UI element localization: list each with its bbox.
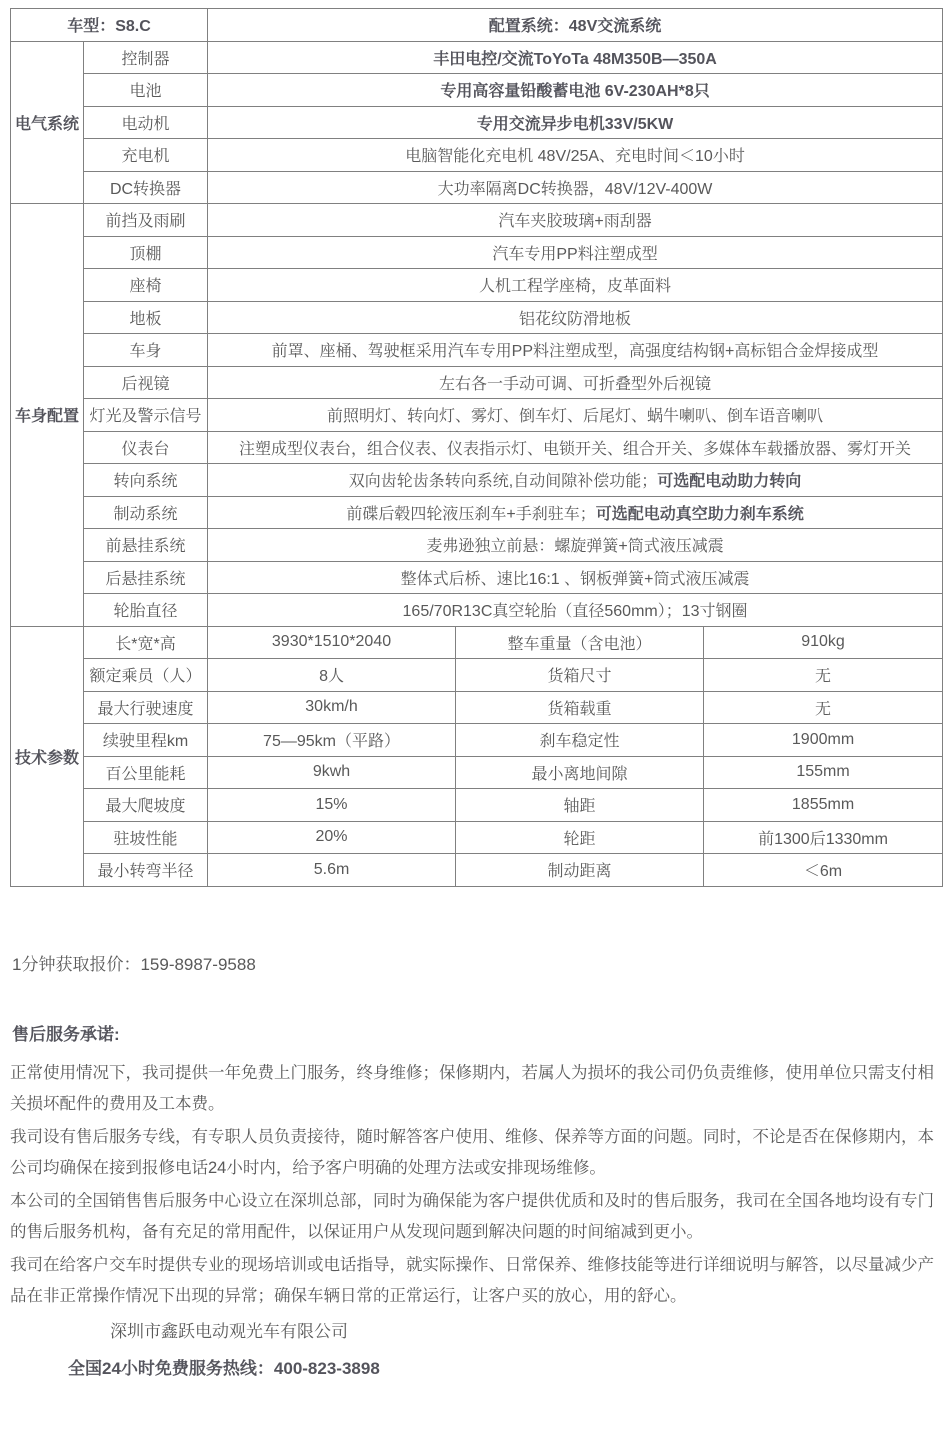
spec-row <box>11 789 943 822</box>
param-label-cell: 额定乘员（人） <box>84 659 208 692</box>
param-label-cell: 灯光及警示信号 <box>84 399 208 432</box>
value-bold-text: 可选配电动真空助力刹车系统 <box>595 505 804 523</box>
param-label-cell: 前悬挂系统 <box>84 529 208 562</box>
spec-row <box>11 106 943 139</box>
param-label-cell: 最大爬坡度 <box>84 789 208 822</box>
param-value-cell: 丰田电控/交流ToYoTa 48M350B—350A <box>208 41 943 74</box>
spec-row <box>11 724 943 757</box>
spec-row <box>11 74 943 107</box>
param-label-cell: 轮距 <box>456 821 704 854</box>
vehicle-spec-table <box>10 8 943 887</box>
spec-row <box>11 204 943 237</box>
param-label-cell: 整车重量（含电池） <box>456 626 704 659</box>
param-label-cell: 前挡及雨刷 <box>84 204 208 237</box>
spec-row <box>11 301 943 334</box>
param-value-cell: 麦弗逊独立前悬：螺旋弹簧+筒式液压减震 <box>208 529 943 562</box>
param-label-cell: 转向系统 <box>84 464 208 497</box>
param-label-cell: 货箱尺寸 <box>456 659 704 692</box>
param-value-cell: 75—95km（平路） <box>208 724 456 757</box>
spec-row <box>11 41 943 74</box>
param-value-cell: 前罩、座桶、驾驶框采用汽车专用PP料注塑成型，高强度结构钢+高标铝合金焊接成型 <box>208 334 943 367</box>
section-label-cell: 车身配置 <box>11 204 84 627</box>
param-label-cell: 最小转弯半径 <box>84 854 208 887</box>
spec-row <box>11 821 943 854</box>
param-value-cell: 左右各一手动可调、可折叠型外后视镜 <box>208 366 943 399</box>
param-label-cell: 后视镜 <box>84 366 208 399</box>
param-label-cell: 轮胎直径 <box>84 594 208 627</box>
param-value-cell: 5.6m <box>208 854 456 887</box>
param-label-cell: 座椅 <box>84 269 208 302</box>
quote-phone-line: 1分钟获取报价：159-8987-9588 <box>12 954 256 974</box>
param-label-cell: 刹车稳定性 <box>456 724 704 757</box>
param-value-cell: 3930*1510*2040 <box>208 626 456 659</box>
param-value-cell: 汽车专用PP料注塑成型 <box>208 236 943 269</box>
param-label-cell: 地板 <box>84 301 208 334</box>
param-value-cell: 大功率隔离DC转换器，48V/12V-400W <box>208 171 943 204</box>
spec-row <box>11 431 943 464</box>
after-sales-paragraphs <box>10 1058 942 1313</box>
param-value-cell: 1900mm <box>704 724 943 757</box>
spec-row <box>11 594 943 627</box>
spec-row <box>11 691 943 724</box>
service-paragraph: 正常使用情况下，我司提供一年免费上门服务，终身维修；保修期内，若属人为损坏的我公司仍负责维修，使用单位只需支付相关损坏配件的费用及工本费。 <box>10 1063 934 1113</box>
spec-row <box>11 854 943 887</box>
param-value-cell: 专用高容量铅酸蓄电池 6V-230AH*8只 <box>208 74 943 107</box>
param-value-cell: 20% <box>208 821 456 854</box>
spec-row <box>11 659 943 692</box>
spec-row <box>11 464 943 497</box>
service-paragraph: 我司设有售后服务专线，有专职人员负责接待，随时解答客户使用、维修、保养等方面的问题。同时，不论是否在保修期内，本公司均确保在接到报修电话24小时内，给予客户明确的处理方法或安排现场维修。 <box>10 1127 934 1177</box>
param-label-cell: 货箱载重 <box>456 691 704 724</box>
param-value-cell: ＜6m <box>704 854 943 887</box>
spec-row <box>11 269 943 302</box>
param-label-cell: 充电机 <box>84 139 208 172</box>
param-value-cell: 双向齿轮齿条转向系统,自动间隙补偿功能；可选配电动助力转向 <box>208 464 943 497</box>
spec-row <box>11 529 943 562</box>
spec-row <box>11 139 943 172</box>
param-label-cell: 百公里能耗 <box>84 756 208 789</box>
param-value-cell: 30km/h <box>208 691 456 724</box>
param-value-cell: 汽车夹胶玻璃+雨刮器 <box>208 204 943 237</box>
param-value-cell: 15% <box>208 789 456 822</box>
param-value-cell: 9kwh <box>208 756 456 789</box>
param-label-cell: 电动机 <box>84 106 208 139</box>
param-value-cell: 无 <box>704 691 943 724</box>
section-label-cell: 技术参数 <box>11 626 84 886</box>
config-system-header-cell: 配置系统：48V交流系统 <box>208 9 943 42</box>
company-name: 深圳市鑫跃电动观光车有限公司 <box>110 1321 348 1341</box>
spec-row <box>11 171 943 204</box>
param-label-cell: 制动距离 <box>456 854 704 887</box>
param-label-cell: 车身 <box>84 334 208 367</box>
spec-row <box>11 561 943 594</box>
param-label-cell: 最大行驶速度 <box>84 691 208 724</box>
model-header-cell: 车型：S8.C <box>11 9 208 42</box>
param-value-cell: 155mm <box>704 756 943 789</box>
value-bold-text: 可选配电动助力转向 <box>657 473 802 491</box>
service-hotline: 全国24小时免费服务热线：400-823-3898 <box>68 1358 380 1378</box>
service-paragraph: 我司在给客户交车时提供专业的现场培训或电话指导，就实际操作、日常保养、维修技能等进行详细说明与解答，以尽量减少产品在非正常操作情况下出现的异常；确保车辆日常的正常运行，让客户买的放心，用的舒心。 <box>10 1255 934 1305</box>
param-value-cell: 前照明灯、转向灯、雾灯、倒车灯、后尾灯、蜗牛喇叭、倒车语音喇叭 <box>208 399 943 432</box>
service-paragraph: 本公司的全国销售售后服务中心设立在深圳总部，同时为确保能为客户提供优质和及时的售后服务，我司在全国各地均设有专门的售后服务机构，备有充足的常用配件，以保证用户从发现问题到解决问题的时间缩减到更小。 <box>10 1191 934 1241</box>
param-value-cell: 1855mm <box>704 789 943 822</box>
param-label-cell: 最小离地间隙 <box>456 756 704 789</box>
param-label-cell: 电池 <box>84 74 208 107</box>
spec-row <box>11 236 943 269</box>
param-value-cell: 前碟后毂四轮液压刹车+手刹驻车；可选配电动真空助力刹车系统 <box>208 496 943 529</box>
param-label-cell: 长*宽*高 <box>84 626 208 659</box>
param-label-cell: 顶棚 <box>84 236 208 269</box>
param-value-cell: 前1300后1330mm <box>704 821 943 854</box>
param-label-cell: 后悬挂系统 <box>84 561 208 594</box>
param-value-cell: 电脑智能化充电机 48V/25A、充电时间＜10小时 <box>208 139 943 172</box>
param-label-cell: DC转换器 <box>84 171 208 204</box>
section-label-cell: 电气系统 <box>11 41 84 204</box>
param-value-cell: 人机工程学座椅，皮革面料 <box>208 269 943 302</box>
spec-header-row <box>11 9 943 42</box>
param-value-cell: 910kg <box>704 626 943 659</box>
param-value-cell: 165/70R13C真空轮胎（直径560mm）；13寸钢圈 <box>208 594 943 627</box>
param-value-cell: 专用交流异步电机33V/5KW <box>208 106 943 139</box>
param-label-cell: 轴距 <box>456 789 704 822</box>
param-label-cell: 制动系统 <box>84 496 208 529</box>
param-value-cell: 注塑成型仪表台，组合仪表、仪表指示灯、电锁开关、组合开关、多媒体车载播放器、雾灯开关 <box>208 431 943 464</box>
param-label-cell: 驻坡性能 <box>84 821 208 854</box>
spec-row <box>11 496 943 529</box>
spec-row <box>11 626 943 659</box>
param-label-cell: 控制器 <box>84 41 208 74</box>
param-value-cell: 铝花纹防滑地板 <box>208 301 943 334</box>
param-value-cell: 8人 <box>208 659 456 692</box>
spec-row <box>11 366 943 399</box>
spec-row <box>11 756 943 789</box>
spec-row <box>11 399 943 432</box>
param-value-cell: 无 <box>704 659 943 692</box>
param-value-cell: 整体式后桥、速比16:1 、钢板弹簧+筒式液压减震 <box>208 561 943 594</box>
param-label-cell: 续驶里程km <box>84 724 208 757</box>
param-label-cell: 仪表台 <box>84 431 208 464</box>
spec-row <box>11 334 943 367</box>
after-sales-heading: 售后服务承诺: <box>12 1024 120 1044</box>
